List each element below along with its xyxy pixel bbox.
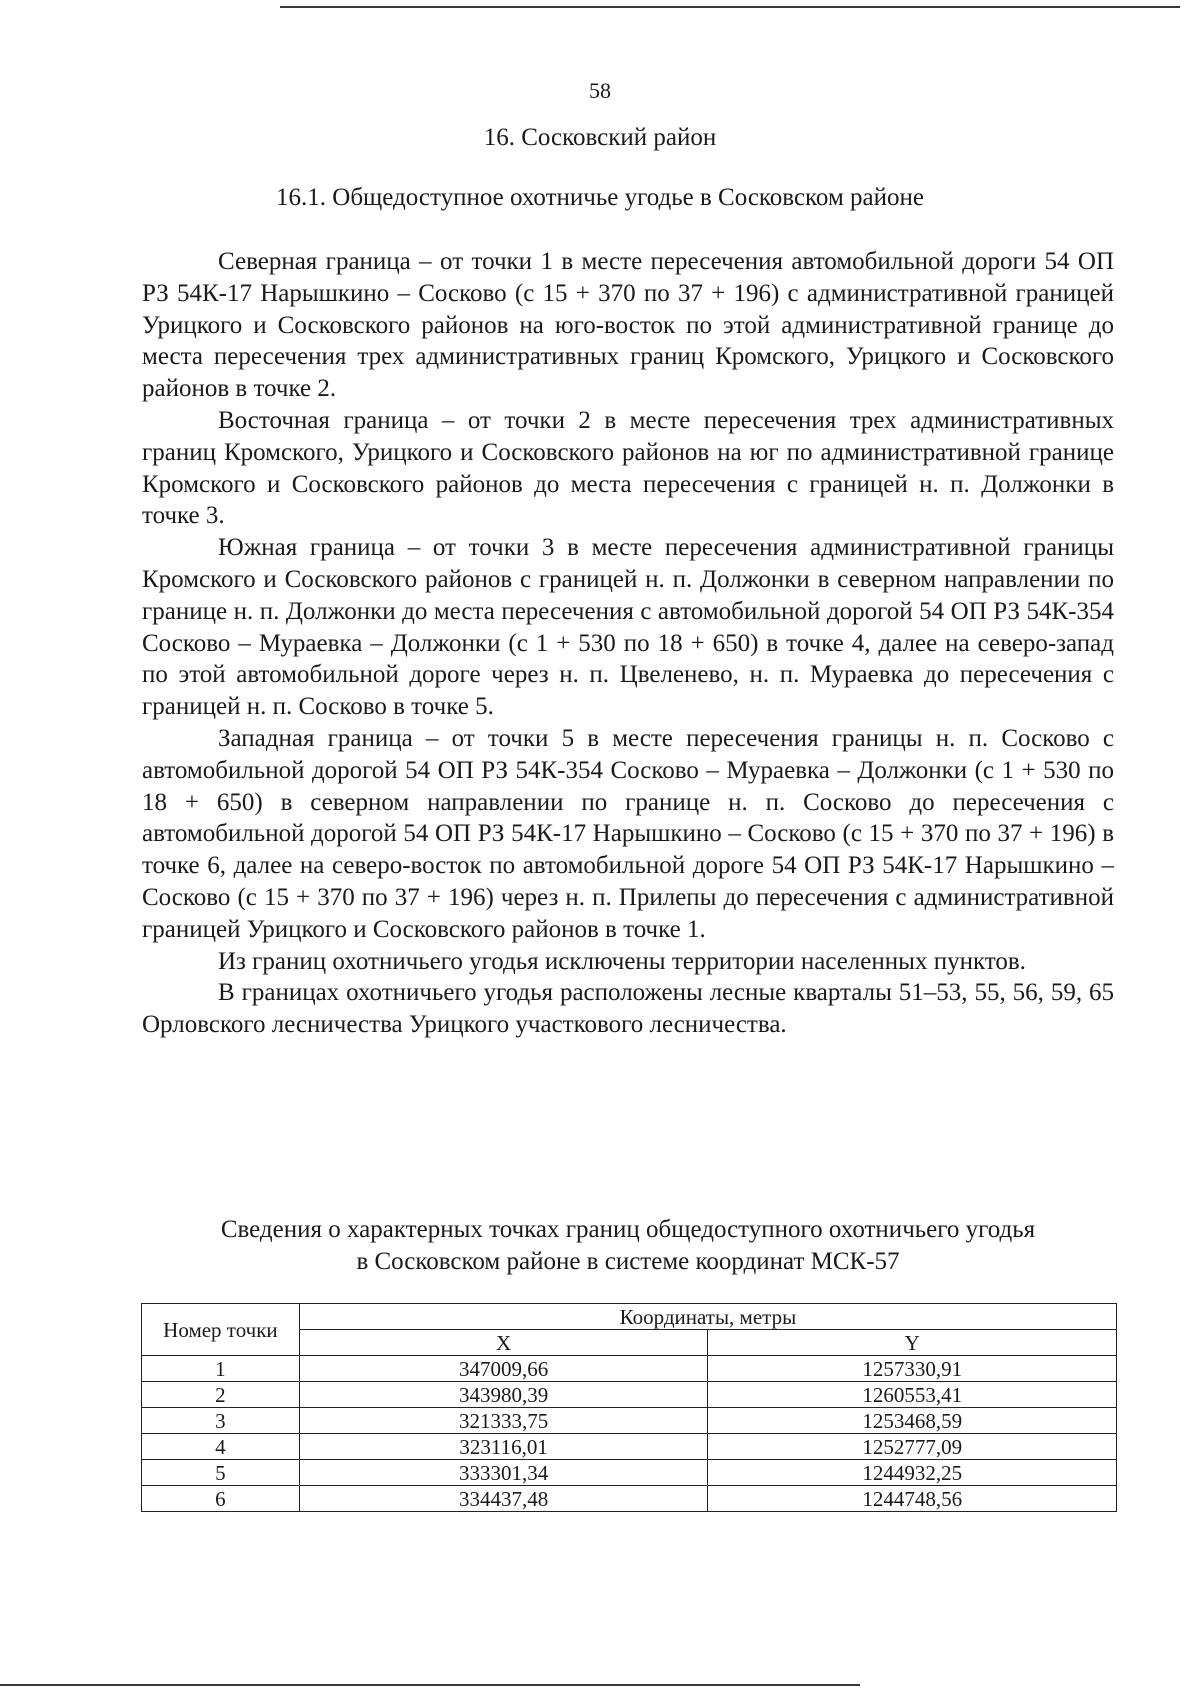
table-row	[142, 1356, 1117, 1382]
page-number: 58	[589, 78, 611, 103]
table-row	[142, 1486, 1117, 1512]
cell-point-number: 1	[142, 1356, 300, 1382]
cell-y: 1253468,59	[708, 1408, 1117, 1434]
paragraph-exclusions: Из границ охотничьего угодья исключены территории населенных пунктов.	[218, 947, 1026, 975]
header-y: Y	[708, 1330, 1117, 1356]
header-point-number: Номер точки	[142, 1304, 300, 1356]
paragraph-forest-quarters: В границах охотничьего угодья расположены лесные кварталы 51–53, 55, 56, 59, 65 Орловского лесничества Урицкого участкового лесничества.	[142, 979, 1114, 1039]
paragraph-east-border: Восточная граница – от точки 2 в месте пересечения трех административных границ Кромского, Урицкого и Сосковского районов на юг по административной границе Кромского и Сосковского районов до места пересечения с границей н. п. Должонки в точке 3.	[142, 406, 1114, 530]
cell-point-number: 4	[142, 1434, 300, 1460]
cell-point-number: 3	[142, 1408, 300, 1434]
table-caption	[142, 1214, 1114, 1278]
cell-x: 343980,39	[299, 1382, 708, 1408]
cell-y: 1257330,91	[708, 1356, 1117, 1382]
table-row	[142, 1434, 1117, 1460]
cell-x: 347009,66	[299, 1356, 708, 1382]
cell-x: 321333,75	[299, 1408, 708, 1434]
cell-point-number: 5	[142, 1460, 300, 1486]
table-row	[142, 1408, 1117, 1434]
scan-border-bottom	[0, 1684, 860, 1686]
paragraph-west-border: Западная граница – от точки 5 в месте пересечения границы н. п. Сосково с автомобильной дорогой 54 ОП РЗ 54К-354 Сосково – Мураевка – Должонки (с 1 + 530 по 18 + 650) в северном направлении по границе н. п. Сосково до пересечения с автомобильной дорогой 54 ОП РЗ 54К-17 Нарышкино – Сосково (с 15 + 370 по 37 + 196) в точке 6, далее на северо-восток по автомобильной дороге 54 ОП РЗ 54К-17 Нарышкино – Сосково (с 15 + 370 по 37 + 196) через н. п. Прилепы до пересечения с административной границей Урицкого и Сосковского районов в точке 1.	[142, 724, 1114, 943]
cell-x: 334437,48	[299, 1486, 708, 1512]
header-x: X	[299, 1330, 708, 1356]
table-row	[142, 1382, 1117, 1408]
paragraph-north-border: Северная граница – от точки 1 в месте пересечения автомобильной дороги 54 ОП РЗ 54К-17 Нарышкино – Сосково (с 15 + 370 по 37 + 196) с административной границей Урицкого и Сосковского районов на юго-восток по этой административной границе до места пересечения трех административных границ Кромского, Урицкого и Сосковского районов в точке 2.	[142, 248, 1114, 403]
body-text	[142, 246, 1114, 1041]
cell-y: 1260553,41	[708, 1382, 1117, 1408]
cell-x: 333301,34	[299, 1460, 708, 1486]
paragraph-south-border: Южная граница – от точки 3 в месте пересечения административной границы Кромского и Сосковского районов с границей н. п. Должонки в северном направлении по границе н. п. Должонки до места пересечения с автомобильной дорогой 54 ОП РЗ 54К-354 Сосково – Мураевка – Должонки (с 1 + 530 по 18 + 650) в точке 4, далее на северо-запад по этой автомобильной дороге через н. п. Цвеленево, н. п. Мураевка до пересечения с границей н. п. Сосково в точке 5.	[142, 534, 1114, 721]
table-caption-line-2: в Сосковском районе в системе координат МСК-57	[356, 1248, 900, 1275]
header-coordinates: Координаты, метры	[299, 1304, 1116, 1330]
scan-border-top	[280, 6, 1180, 8]
cell-point-number: 2	[142, 1382, 300, 1408]
table-caption-line-1: Сведения о характерных точках границ общедоступного охотничьего угодья	[220, 1216, 1036, 1243]
cell-point-number: 6	[142, 1486, 300, 1512]
table-row	[142, 1460, 1117, 1486]
cell-y: 1252777,09	[708, 1434, 1117, 1460]
subsection-title: 16.1. Общедоступное охотничье угодье в Сосковском районе	[276, 184, 924, 211]
section-title: 16. Сосковский район	[483, 124, 717, 151]
table-header-row	[142, 1304, 1117, 1330]
cell-y: 1244748,56	[708, 1486, 1117, 1512]
cell-x: 323116,01	[299, 1434, 708, 1460]
coordinates-table	[141, 1303, 1117, 1512]
cell-y: 1244932,25	[708, 1460, 1117, 1486]
